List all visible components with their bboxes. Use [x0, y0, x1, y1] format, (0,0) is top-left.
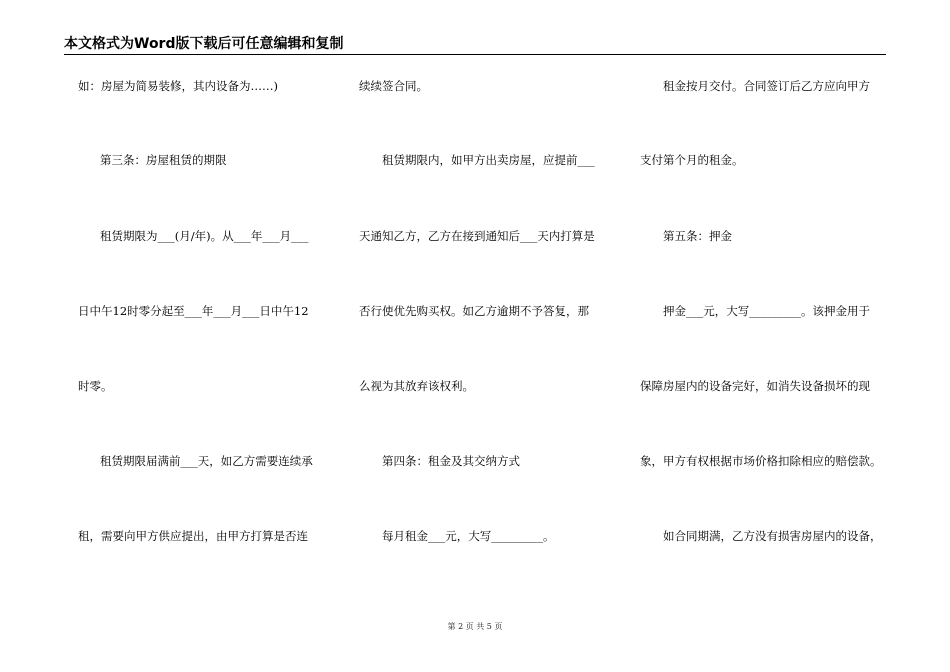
- col1-line-1: 如：房屋为简易装修，其内设备为……): [78, 79, 278, 93]
- col1-line-6: 租赁期限届满前___天，如乙方需要连续承: [100, 454, 313, 468]
- col3-line-5: 保障房屋内的设备完好，如消失设备损坏的现: [640, 379, 870, 393]
- col3-line-3: 第五条：押金: [663, 229, 732, 243]
- col1-line-5: 时零。: [78, 379, 113, 393]
- col3-line-4: 押金___元，大写_________。该押金用于: [663, 304, 870, 318]
- col2-line-6: 第四条：租金及其交纳方式: [382, 454, 520, 468]
- col3-line-6: 象，甲方有权根据市场价格扣除相应的赔偿款。: [640, 454, 882, 468]
- col3-line-7: 如合同期满，乙方没有损害房屋内的设备，: [663, 529, 882, 543]
- col2-line-4: 否行使优先购买权。如乙方逾期不予答复，那: [359, 304, 589, 318]
- col2-line-5: 么视为其放弃该权利。: [359, 379, 474, 393]
- col2-line-3: 天通知乙方，乙方在接到通知后___天内打算是: [359, 229, 595, 243]
- col1-line-4: 日中午12时零分起至___年___月___日中午12: [78, 304, 309, 318]
- page-number: 第 2 页 共 5 页: [447, 622, 503, 631]
- col2-line-2: 租赁期限内，如甲方出卖房屋，应提前___: [382, 153, 595, 167]
- header-title: 本文格式为Word版下载后可任意编辑和复制: [64, 36, 344, 52]
- col1-line-3: 租赁期限为___(月/年)。从___年___月___: [100, 229, 309, 243]
- col2-line-1: 续续签合同。: [359, 79, 428, 93]
- col1-line-2: 第三条：房屋租赁的期限: [100, 153, 227, 167]
- col3-line-2: 支付第个月的租金。: [640, 153, 744, 167]
- page-header: [64, 36, 886, 55]
- col2-line-7: 每月租金___元，大写_________。: [382, 529, 555, 543]
- col3-line-1: 租金按月交付。合同签订后乙方应向甲方: [663, 79, 870, 93]
- col1-line-7: 租，需要向甲方供应提出，由甲方打算是否连: [78, 529, 308, 543]
